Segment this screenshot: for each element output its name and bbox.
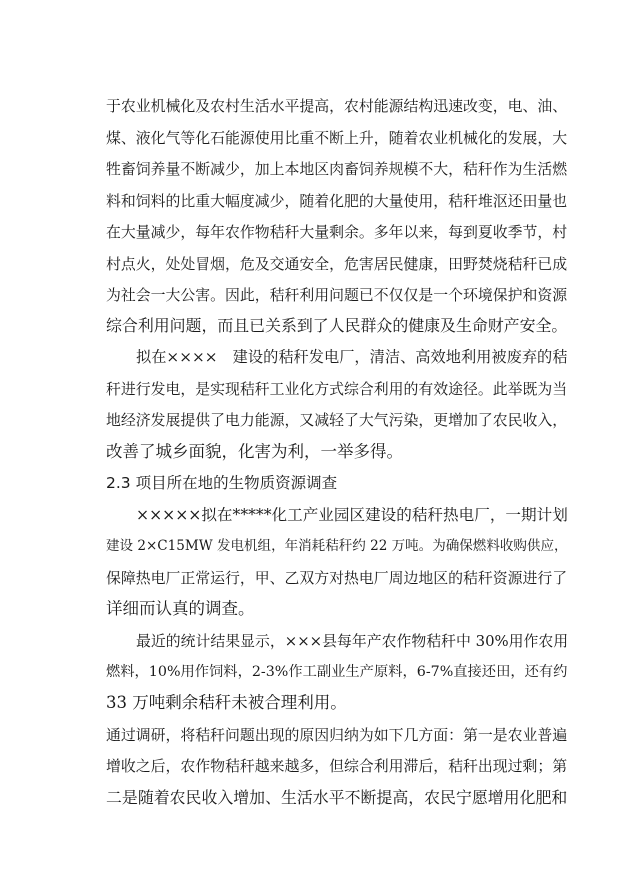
- text-line: 通过调研，将秸秆问题出现的原因归纳为如下几方面：第一是农业普遍: [106, 726, 568, 744]
- text-line: 地经济发展提供了电力能源，又减轻了大气污染，更增加了农民收入，: [106, 411, 568, 429]
- text-line: 改善了城乡面貌，化害为利，一举多得。: [106, 442, 403, 461]
- text-line: 建设 2×C15MW 发电机组，年消耗秸秆约 22 万吨。为确保燃料收购供应，: [106, 538, 568, 554]
- text-line: 增收之后，农作物秸秆越来越多，但综合利用滞后，秸秆出现过剩；第: [106, 757, 568, 775]
- text-line: ×××××拟在*****化工产业园区建设的秸秆热电厂，一期计划: [136, 506, 568, 524]
- section-heading: 2.3 项目所在地的生物质资源调查: [106, 474, 338, 492]
- text-line: 牲畜饲养量不断减少，加上本地区肉畜饲养规模不大，秸秆作为生活燃: [106, 160, 568, 178]
- text-line: 煤、液化气等化石能源使用比重不断上升，随着农业机械化的发展，大: [106, 129, 568, 147]
- text-line: 在大量减少，每年农作物秸秆大量剩余。多年以来，每到夏收季节，村: [106, 223, 568, 241]
- text-line: 为社会一大公害。因此，秸秆利用问题已不仅仅是一个环境保护和资源: [106, 286, 568, 304]
- text-line: 料和饲料的比重大幅度减少，随着化肥的大量使用，秸秆堆沤还田量也: [106, 192, 568, 210]
- text-line: 保障热电厂正常运行，甲、乙双方对热电厂周边地区的秸秆资源进行了: [106, 569, 568, 587]
- text-line: 于农业机械化及农村生活水平提高，农村能源结构迅速改变，电、油、: [106, 97, 568, 115]
- text-line: 拟在×××× 建设的秸秆发电厂，清洁、高效地利用被废弃的秸: [136, 348, 568, 366]
- text-line: 33 万吨剩余秸秆未被合理利用。: [106, 693, 347, 712]
- text-line: 综合利用问题，而且已关系到了人民群众的健康及生命财产安全。: [106, 316, 568, 335]
- text-line: 二是随着农民收入增加、生活水平不断提高，农民宁愿增用化肥和: [106, 788, 568, 807]
- text-line: 燃料，10%用作饲料，2-3%作工副业生产原料，6-7%直接还田，还有约: [106, 664, 568, 680]
- text-line: 秆进行发电，是实现秸秆工业化方式综合利用的有效途径。此举既为当: [106, 380, 568, 398]
- text-line: 详细而认真的调查。: [106, 599, 255, 618]
- text-line: 村点火，处处冒烟，危及交通安全，危害居民健康，田野焚烧秸秆已成: [106, 255, 568, 273]
- text-line: 最近的统计结果显示，×××县每年产农作物秸秆中 30%用作农用: [136, 632, 569, 650]
